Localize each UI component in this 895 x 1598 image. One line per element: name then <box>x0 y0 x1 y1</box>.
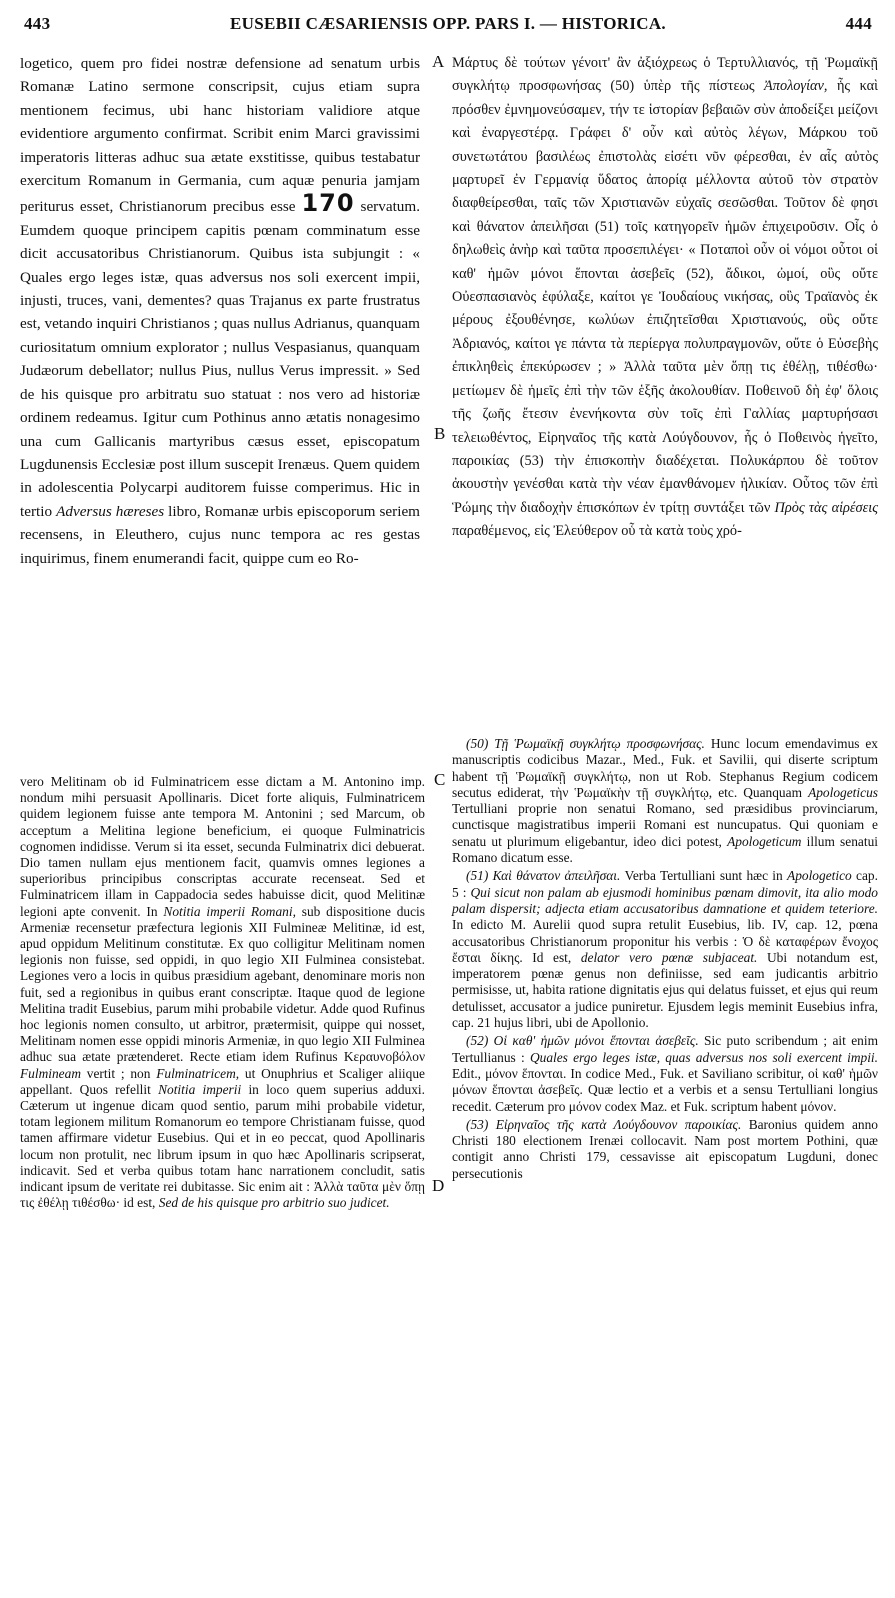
right-notes <box>452 736 878 1184</box>
note-text: ut Onuphrius et Scaliger aliique appellant. Quos refellit <box>20 1065 425 1097</box>
note-52-heading: (52) Οἱ καθ' ἡμῶν μόνοι ἕπονται ἀσεβεῖς. <box>466 1033 699 1049</box>
note-italic: delator vero pœnæ subjaceat. <box>580 949 758 965</box>
margin-marker-a: A <box>432 52 445 71</box>
note-text: Hunc locum emendavimus ex manuscriptis codicibus Mazar., Med., Fuk. et Savilii, qui diserte scriptum habent τῇ Ῥωμαϊκῇ συγκλήτῳ, non ut Rob. Stephanus Regium codicem secutus ediderat, τὴν Ῥωμαϊκὴν τῇ συγκλήτῳ, etc. Quanquam <box>452 736 879 800</box>
page-header <box>24 14 872 44</box>
greek-main-text <box>452 52 878 544</box>
note-continuation <box>20 774 425 1211</box>
note-italic: Fulminatricem, <box>156 1065 240 1081</box>
margin-marker-b: B <box>434 424 446 443</box>
margin-marker-d: D <box>432 1176 445 1195</box>
note-italic: Quales ergo leges istæ, quas adversus nos soli exercent impii. <box>529 1049 878 1065</box>
margin-number: 170 <box>301 189 355 218</box>
note-text: illum senatui Romano dicatum esse. <box>452 833 878 866</box>
note-text: sub dispositione ducis Armeniæ recensetur præfectura legionis XII Fulmineæ Melitinæ, id est, apud oppidum Melitinum constitutæ. Ex quo colligitur Melitinam nomen legionis non fuisse, sed oppidi, in quo legio XII Fulminea consistebat. Legiones vero a locis in quibus præsidium agebant, denominare moris non fuit, sed a regionibus in quibus erant conscriptæ. Itaque quod de legione Melitina tradit Eusebius, parum mihi probabile videtur. Adde quod Rufinus hoc legionis nomen consulto, ut arbitror, prætermisit, quippe qui nosset, Melitinam nomen esse oppidi minoris Armeniæ, in quo legio XII Fulminea adhuc sua ætate prætenderet. Recte etiam idem Rufinus Κεραυνοβόλον <box>20 903 425 1065</box>
note-text: vero Melitinam ob id Fulminatricem esse dictam a M. Antonino imp. nondum mihi persuasit Apollinaris. Dicet forte aliquis, Fulminatricem quidem legionem fuisse ante tempora M. Antonini ; sed Marcum, ob acceptum a Melitina legione beneficium, ei quoque Fulminatricis cognomen indidisse. Verum si ita esset, secunda Fulminatrix dici debuerat. Dio tamen nullam ejus mentionem facit, quamvis omnes legiones a superioribus principibus conscriptas accurate recenseat. Sed et Fulminatricem illam in Cappadocia sedes habuisse dicit, quod Melitinæ legioni apte convenit. In <box>20 774 425 919</box>
latin-text-4: libro, Romanæ urbis episcoporum seriem recensens, in Eleuthero, cujus nunc tempora ac res gestas inquirimus, finem enumerandi facit, quippe cum eo Ro- <box>20 502 420 567</box>
note-italic: Notitia imperii Romani, <box>163 903 296 919</box>
note-text: Edit., μόνον ἕπονται. In codice Med., Fuk. et Saviliano scribitur, οἱ καθ' ἡμῶν μόνων ἕπονται ἀσεβεῖς. Quæ lectio et a verbis et a sensu Tertulliani longius recedit. Cæterum pro μόνον codex Maz. et Fuk. scriptum habent μόνον. <box>452 1065 878 1114</box>
note-italic: Sed de his quisque pro arbitrio suo judicet. <box>158 1195 390 1211</box>
latin-paragraph <box>20 52 420 570</box>
note-italic: Apologeticus <box>808 784 878 800</box>
note-53 <box>452 1117 878 1182</box>
page-number-left: 443 <box>24 14 51 33</box>
greek-italic-2: Πρὸς τὰς αἱρέσεις <box>774 499 878 516</box>
note-italic: Qui sicut non palam ab ejusmodi hominibus pœnam dimovit, ita alio modo palam dispersit; adjecta etiam accusatoribus damnatione et quidem teteriore. <box>452 884 878 916</box>
note-text: Sic puto scribendum ; ait enim Tertullianus : <box>452 1033 878 1065</box>
latin-italic-title: Adversus hæreses <box>56 502 165 520</box>
note-51-heading: (51) Καὶ θάνατον ἀπειλῆσαι. <box>466 868 621 884</box>
note-52 <box>452 1033 878 1114</box>
note-text: in loco quem superius adduxi. Cæterum ut ingenue dicam quod sentio, parum mihi probabile videtur, totam legionem militum Romanorum eo tempore Christianam fuisse, quod tamen affirmare videtur Eusebius. Qui et in eo peccat, quod Apollinaris locum non protulit, nec librum ipsum in quo hæc Apollinaris scripserat, indicavit. Sed et verba quibus totam hanc narrationem concludit, satis indicant ipsum de veritate rei dubitasse. Sic enim ait : Ἀλλὰ ταῦτα μὲν ὅπῃ τις ἐθέλῃ τιθέσθω· id est, <box>20 1081 425 1211</box>
note-text: vertit ; non <box>86 1065 151 1081</box>
margin-marker-c: C <box>434 770 446 789</box>
note-50-heading: (50) Τῇ Ῥωμαϊκῇ συγκλήτῳ προσφωνήσας. <box>466 736 705 751</box>
note-italic: Apologeticum <box>727 833 802 849</box>
greek-paragraph <box>452 52 878 544</box>
note-50 <box>452 736 878 866</box>
note-italic: Apologetico <box>787 868 852 884</box>
latin-main-text <box>20 52 420 570</box>
note-text: cap. 5 : <box>452 868 878 900</box>
note-text: Tertulliani proprie non senatui Romano, sed præsidibus provinciarum, cunctisque magistratibus imperii Romani est nuncupatus. Qui quoniam e senatu ut plurimum eligebantur, ideo dici potest, <box>452 801 878 849</box>
note-51 <box>452 868 878 1031</box>
note-text: Ubi notandum est, imperatorem pœnæ genus non definiisse, sed eam judicantis arbitrio permisisse, ut, habita ratione dignitatis ejus qui delatus fuisset, et ejus qui reum detulisset, accusator a judice puniretur. Ejusdem legis meminit Eusebius infra, cap. 21 hujus libri, ubi de Apollonio. <box>452 949 878 1031</box>
greek-text-2: ἧς καὶ πρόσθεν ἐμνημονεύσαμεν, τήν τε ἱστορίαν βεβαιῶν σὺν ἀποδείξει μείζονι καὶ ἐναργεστέρᾳ. Γράφει δ' οὖν καὶ αὐτὸς λέγων, Μάρκου τοῦ συνετωτάτου βασιλέως ἐπιστολὰς εἰσέτι νῦν φέρεσθαι, ἐν αἷς αὐτὸς μαρτυρεῖ ἐν Γερμανίᾳ ὕδατος ἀπορίᾳ μέλλοντα αὐτοῦ τὸν στρατὸν διαφθείρεσθαι, ταῖς τῶν Χριστιανῶν εὐχαῖς σεσῶσθαι. Τοῦτον δὲ φησι καὶ θάνατον ἀπειλῆσαι (51) τοῖς κατηγορεῖν ἡμῶν ἐπιχειροῦσιν. Οἷς ὁ δηλωθεὶς ἀνὴρ καὶ ταῦτα προσεπιλέγει· « Ποταποὶ οὖν οἱ νόμοι οὗτοι οἱ καθ' ἡμῶν μόνοι ἕπονται ἀσεβεῖς (52), ἄδικοι, ὠμοί, οὓς οὔτε Οὐεσπασιανὸς ἐφύλαξε, καίτοι γε Ἰουδαίους νικήσας, οὓς Τραϊανὸς ἐκ μέρους ἐξουθένησε, κωλύων ἐπιζητεῖσθαι Χριστιανούς, οὓς οὔτε Ἀδριανός, καίτοι γε πάντα τὰ περίεργα πολυπραγμονῶν, οὔτε ὁ Εὐσεβὴς ἐπικληθεὶς ἐπεκύρωσεν ; » Ἀλλὰ ταῦτα μὲν ὅπῃ τις ἐθέλῃ, τιθέσθω· μετίωμεν δὲ ἡμεῖς ἐπὶ τὴν τῶν ἑξῆς ἀκολουθίαν. Ποθεινοῦ δὴ ἐφ' ὅλοις τῆς ζωῆς ἔτεσιν ἐνενήκοντα σὺν τοῖς ἐπὶ Γαλλίας μαρτυρήσασι τελειωθέντος, Εἰρηναῖος τῆς κατὰ Λούγδουνον, ἧς ὁ Ποθεινὸς ἡγεῖτο, παροικίας (53) τὴν ἐπισκοπὴν διαδέχεται. Πολυκάρπου δὲ τοῦτον ἀκουστὴν γενέσθαι κατὰ τὴν νέαν ἐμανθάνομεν ἡλικίαν. Οὗτος τῶν ἐπὶ Ῥώμης τὴν διαδοχὴν ἐπισκόπων ἐν τρίτῃ συντάξει τῶν <box>452 78 878 516</box>
note-text: In edicto M. Aurelii quod supra retulit Eusebius, lib. IV, cap. 12, pœna accusatoribus Christianorum proponitur his verbis : Ὁ δὲ καταφέρων ἔνοχος ἔσται δίκης. Id est, <box>452 917 878 965</box>
note-text: Baronius quidem anno Christi 180 electionem Irenæi collocavit. Nam post mortem Pothini, quæ contigit anno Christi 179, cessavisse ait episcopatum Lugduni, donec persecutionis <box>452 1116 878 1181</box>
running-title: EUSEBII CÆSARIENSIS OPP. PARS I. — HISTORICA. <box>230 14 666 33</box>
latin-text-3: Igitur cum Pothinus anno ætatis nonagesimo una cum Gallicanis martyribus cæsus esset, episcopatum Lugdunensis Ecclesiæ post illum suscepit Irenæus. Quem quidem in adolescentia Polycarpi auditorem fuisse comperimus. Hic in tertio <box>20 409 420 520</box>
greek-italic-1: Ἀπολογίαν, <box>764 78 828 95</box>
left-notes <box>20 774 425 1213</box>
note-italic: Notitia imperii <box>158 1081 242 1097</box>
greek-text-3: παραθέμενος, εἰς Ἐλεύθερον οὗ τὰ κατὰ τοὺς χρό- <box>452 523 742 540</box>
latin-text-2: servatum. Eumdem quoque principem capitis pœnam comminatum esse dicit accusatoribus Christianorum. Quibus ista subjungit : « Quales ergo leges istæ, quas adversus nos soli exercent impii, injusti, truces, vani, dementes? quas Trajanus ex parte frustratus est, vetando inquiri Christianos ; quas nullus Adrianus, quanquam curiositatum omnium explorator ; nullus Vespasianus, quanquam Judæorum debellator; nullus Pius, nullus Verus impressit. » Sed de his quisque pro arbitratu suo statuat : nos vero ad historiæ ordinem redeamus. <box>20 198 420 427</box>
page-number-right: 444 <box>845 14 872 33</box>
note-53-heading: (53) Εἰρηναῖος τῆς κατὰ Λούγδουνον παροικίας. <box>466 1116 742 1132</box>
latin-text-1: logetico, quem pro fidei nostræ defensione ad senatum urbis Romanæ Latino sermone conscripsit, cujus etiam supra mentionem fecimus, ubi hanc historiam validiore atque evidentiore argumento confirmat. Scribit enim Marci gravissimi imperatoris litteras adhuc sua ætate exstitisse, quibus testabatur exercitum Romanum in Germania, cum aquæ penuria jamjam periturus esset, Christianorum precibus esse <box>20 55 420 216</box>
note-text: Verba Tertulliani sunt hæc in <box>624 868 783 884</box>
note-italic: Fulmineam <box>20 1065 81 1081</box>
greek-text-1: Μάρτυς δὲ τούτων γένοιτ' ἂν ἀξιόχρεως ὁ Τερτυλλιανός, τῇ Ῥωμαϊκῇ συγκλήτῳ προσφωνήσας (50) ὑπὲρ τῆς πίστεως <box>452 55 878 95</box>
